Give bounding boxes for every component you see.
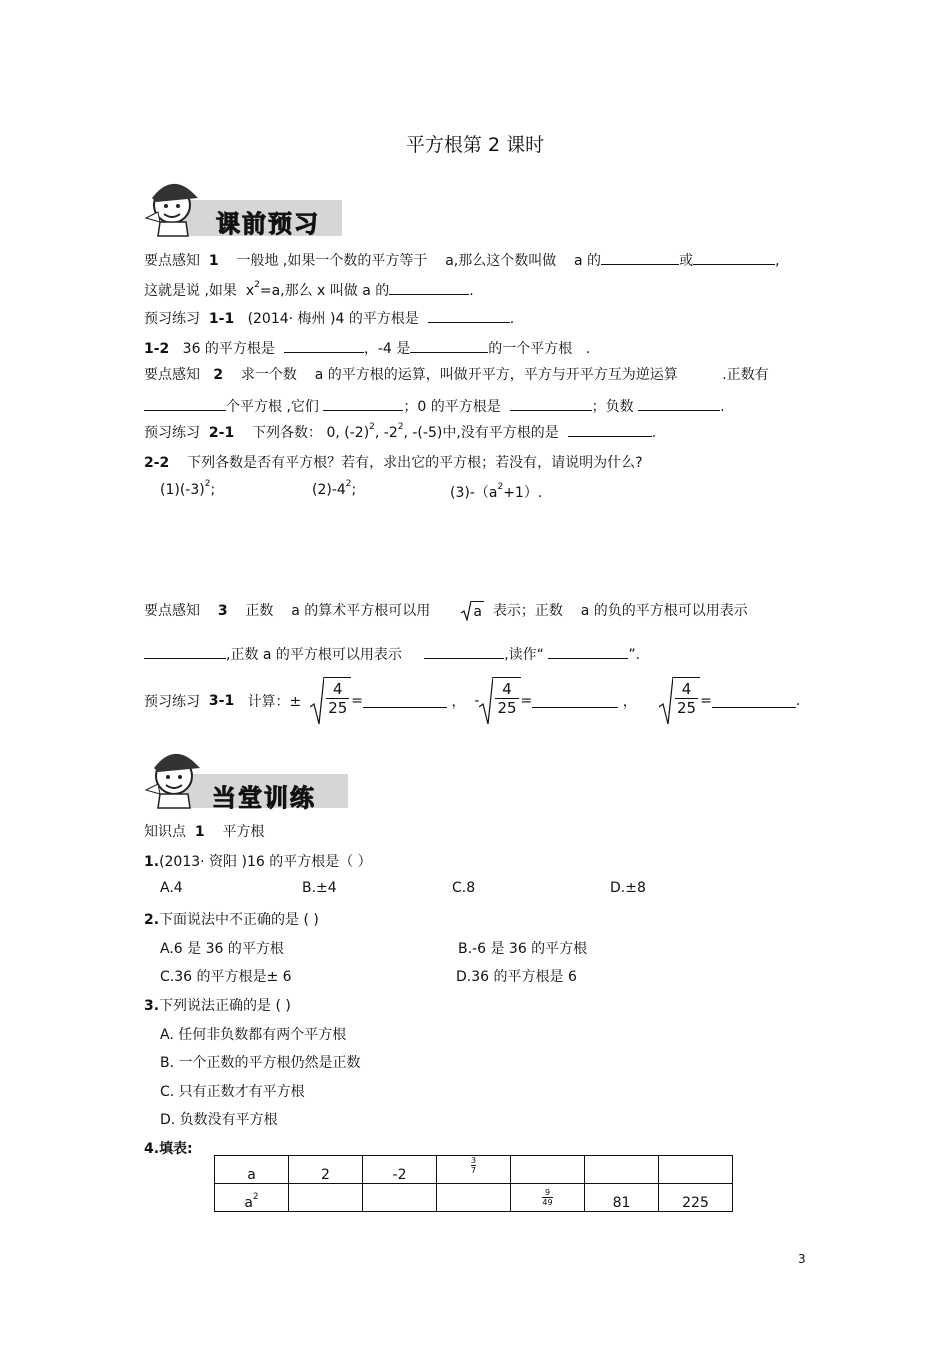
table-cell[interactable] [437,1184,511,1212]
answer-blank[interactable] [323,398,403,411]
answer-blank[interactable] [601,252,679,265]
table-cell[interactable] [585,1156,659,1184]
q1-stem: 1.(2013· 资阳 )16 的平方根是（ ） [144,854,372,870]
fill-table [214,1155,733,1212]
table-cell: 225 [659,1184,733,1212]
q1-option-c[interactable]: C.8 [452,880,476,896]
table-cell[interactable] [363,1184,437,1212]
classroom-banner [142,740,348,810]
q4-stem: 4.填表: [144,1141,193,1157]
s2-line1: 要点感知 2 求一个数 a 的平方根的运算，叫做开平方，平方与开平方互为逆运算 .正数有 [144,367,769,383]
page-title: 平方根第 2 课时 [405,134,545,156]
radical-sign-icon [310,677,324,725]
answer-blank[interactable] [144,646,226,659]
q1-option-b[interactable]: B.±4 [302,880,337,896]
table-cell: a [215,1156,289,1184]
answer-blank[interactable] [693,252,775,265]
answer-blank[interactable] [424,646,504,659]
q3-option-a[interactable]: A. 任何非负数都有两个平方根 [160,1027,347,1043]
table-row [215,1184,733,1212]
s1-line2: 这就是说 ,如果 $x^2=a$,那么 x 叫做 a 的 . [144,280,474,299]
sqrt-fraction: $\frac{4}{25}$ [659,677,700,725]
q3-option-b[interactable]: B. 一个正数的平方根仍然是正数 [160,1055,361,1071]
p22-item1: $(1)(-3)^2$; [160,479,216,498]
q2-option-a[interactable]: A.6 是 36 的平方根 [160,941,284,957]
table-cell[interactable] [289,1184,363,1212]
radical-sign-icon [659,677,673,725]
answer-blank[interactable] [510,398,592,411]
answer-blank[interactable] [568,424,652,437]
answer-blank[interactable] [548,646,628,659]
fraction-3-7: $\frac{3}{7}$ [470,1156,477,1175]
answer-blank[interactable] [712,695,796,708]
p22-item3: $(3)-(a^2+1)$. [450,482,543,501]
table-cell: -2 [363,1156,437,1184]
table-cell: $a^2$ [215,1184,289,1212]
p31: 预习练习 3-1 计算：± $\frac{4}{25}$ = ， - $\frac{4}{25}$ = ， $\frac{4}{25}$ = . [144,676,800,726]
page-number: 3 [798,1252,806,1266]
answer-blank[interactable] [428,310,510,323]
p22-item2: $(2)-4^2$; [312,479,357,498]
q2-stem: 2.下面说法中不正确的是 ( ) [144,912,319,928]
q3-stem: 3.下列说法正确的是 ( ) [144,998,291,1014]
answer-blank[interactable] [389,282,469,295]
answer-blank[interactable] [410,340,488,353]
answer-blank[interactable] [532,695,618,708]
s1-tag: 要点感知 [144,253,200,269]
preview-banner [142,170,342,238]
radical-sign-icon [479,677,493,725]
answer-blank[interactable] [638,398,720,411]
preview-banner-text: 课前预习 [216,210,320,238]
sqrt-fraction: $\frac{4}{25}$ [479,677,520,725]
sqrt-a: a [461,601,484,621]
s3-line1: 要点感知 3 正数 a 的算术平方根可以用 a 表示；正数 a 的负的平方根可以用表示 [144,603,748,620]
q3-option-c[interactable]: C. 只有正数才有平方根 [160,1084,305,1100]
table-cell: 81 [585,1184,659,1212]
p12: 1-2 36 的平方根是 ，-4 是 的一个平方根 . [144,341,591,357]
s2-line2: 个平方根 ,它们 ；0 的平方根是 ；负数 . [144,396,725,416]
q2-option-b[interactable]: B.-6 是 36 的平方根 [458,941,588,957]
table-cell [437,1156,511,1184]
q2-option-c[interactable]: C.36 的平方根是± 6 [160,969,292,985]
fraction-9-49: $\frac{9}{49}$ [542,1188,553,1207]
table-row [215,1156,733,1184]
answer-blank[interactable] [363,695,447,708]
knowledge-point-1: 知识点 1 平方根 [144,824,265,840]
answer-blank[interactable] [284,340,364,353]
p11: 预习练习 1-1 (2014· 梅州 )4 的平方根是 . [144,311,515,327]
q2-option-d[interactable]: D.36 的平方根是 6 [456,969,577,985]
s1-line1: 要点感知 1 一般地 ,如果一个数的平方等于 a,那么这个数叫做 a 的 或 , [144,253,780,269]
p21: 预习练习 2-1 下列各数： 0, $(-2)^2$, $-2^2$, -(-5)中,没有平方根的是 . [144,422,657,441]
q1-option-a[interactable]: A.4 [160,880,183,896]
table-cell: 2 [289,1156,363,1184]
radical-sign-icon [461,601,471,621]
sqrt-fraction: $\frac{4}{25}$ [310,677,351,725]
q1-option-d[interactable]: D.±8 [610,880,646,896]
table-cell[interactable] [659,1156,733,1184]
p22: 2-2 下列各数是否有平方根？若有，求出它的平方根；若没有，请说明为什么? [144,455,643,471]
s3-line2: ,正数 a 的平方根可以用表示 ,读作“ ”. [144,644,640,664]
table-cell [511,1184,585,1212]
q3-option-d[interactable]: D. 负数没有平方根 [160,1112,278,1128]
table-cell[interactable] [511,1156,585,1184]
answer-blank[interactable] [144,398,226,411]
classroom-banner-text: 当堂训练 [212,784,316,812]
